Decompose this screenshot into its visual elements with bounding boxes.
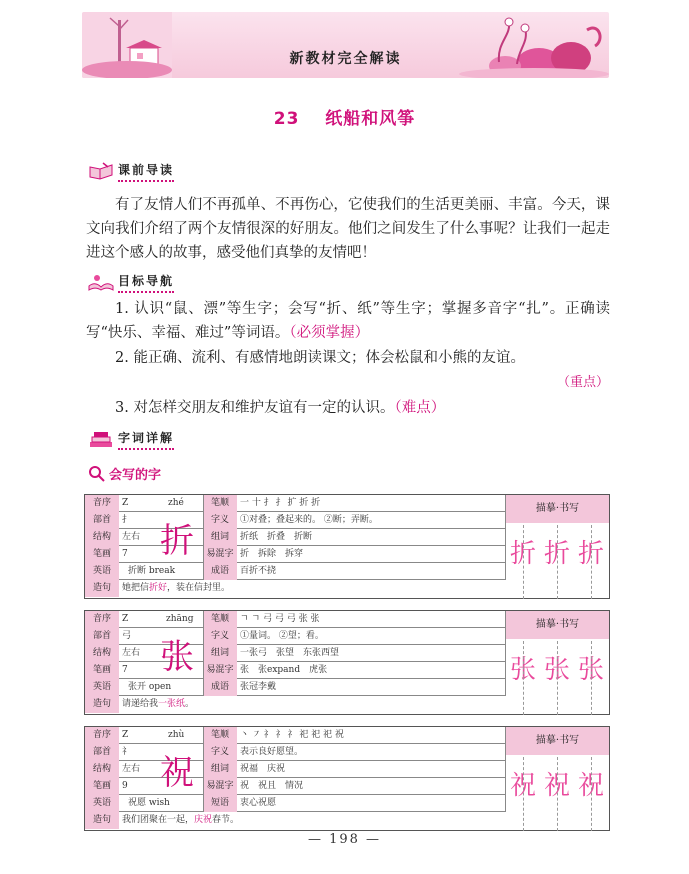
idiom: 张冠李戴 — [240, 682, 277, 692]
label-pinyin-order: 音序 — [85, 727, 119, 744]
trace-character: 折 — [543, 539, 570, 569]
strokes: 7 — [122, 665, 128, 675]
confusable: 张 张expand 虎张 — [240, 665, 328, 675]
meaning: ①量词。 ②望；看。 — [240, 631, 324, 641]
grid-guide — [591, 525, 592, 599]
label-words: 组词 — [203, 761, 237, 778]
large-character: 折 — [160, 521, 194, 561]
label-structure: 结构 — [85, 761, 119, 778]
trace-character: 祝 — [509, 771, 536, 801]
idiom: 百折不挠 — [240, 566, 277, 576]
trace-character: 张 — [543, 655, 570, 685]
label-stroke-order: 笔顺 — [203, 495, 237, 512]
table-row — [85, 512, 505, 529]
trace-character: 祝 — [543, 771, 570, 801]
house-tree-illustration — [82, 12, 172, 78]
page-number: — 198 — — [307, 832, 382, 847]
english: 张开 open — [128, 682, 172, 692]
char-card-zhe — [84, 494, 610, 599]
goal-item-1-tag: （必须掌握） — [289, 325, 370, 341]
label-radical: 部首 — [85, 512, 119, 529]
goal-item-3 — [86, 396, 610, 420]
strokes: 7 — [122, 549, 128, 559]
table-row — [85, 662, 505, 679]
label-sentence: 造句 — [85, 696, 119, 713]
char-card-zhang — [84, 610, 610, 715]
structure: 左右 — [122, 532, 141, 542]
sentence-highlight: 庆祝 — [194, 815, 213, 825]
sentence-post: 。 — [185, 699, 195, 709]
label-meaning: 字义 — [203, 628, 237, 645]
table-row — [85, 778, 505, 795]
sentence-pre: 我们团聚在一起， — [122, 815, 195, 825]
words: 祝福 庆祝 — [240, 764, 286, 774]
sentence-post: ，装在信封里。 — [167, 583, 231, 593]
label-idiom: 成语 — [203, 563, 237, 580]
vocab-section-head — [88, 428, 174, 450]
label-pinyin-order: 音序 — [85, 495, 119, 512]
label-words: 组词 — [203, 645, 237, 662]
confusable: 祝 祝且 情况 — [240, 781, 304, 791]
grid-guide — [591, 641, 592, 715]
stroke-order: 一 十 扌 扌 扩 折 折 — [240, 498, 321, 508]
lesson-title — [0, 104, 689, 129]
structure: 左右 — [122, 648, 141, 658]
grid-guide — [557, 757, 558, 831]
meaning: 表示良好愿望。 — [240, 747, 304, 757]
goals-label: 目标导航 — [118, 272, 174, 293]
trace-character: 张 — [577, 655, 604, 685]
table-row — [85, 611, 505, 628]
trace-character: 祝 — [577, 771, 604, 801]
writable-chars-head — [88, 464, 161, 483]
flower-illustration — [459, 12, 609, 78]
vocab-label: 字词详解 — [118, 429, 174, 450]
sentence-highlight: 折好 — [149, 583, 168, 593]
radical: 礻 — [122, 747, 132, 757]
stroke-order: ㄱ ㄱ 弓 弓 弓 张 张 — [240, 614, 320, 624]
goal-item-2-tag: （重点） — [556, 375, 609, 390]
example-sentence — [119, 812, 499, 829]
table-row — [85, 812, 609, 829]
label-phrase: 短语 — [203, 795, 237, 812]
label-radical: 部首 — [85, 744, 119, 761]
english: 祝愿 wish — [128, 798, 170, 808]
open-book-icon — [88, 272, 114, 292]
pinyin: zhāng — [166, 614, 194, 624]
words: 折纸 折叠 折断 — [240, 532, 313, 542]
goal-item-2-text: 2. 能正确、流利、有感情地朗读课文；体会松鼠和小熊的友谊。 — [115, 350, 525, 366]
trace-character: 折 — [577, 539, 604, 569]
label-strokes: 笔画 — [85, 546, 119, 563]
trace-title: 描摹·书写 — [506, 727, 609, 755]
grid-guide — [523, 525, 524, 599]
divider — [203, 495, 204, 580]
table-row — [85, 546, 505, 563]
pinyin: zhé — [168, 498, 184, 508]
books-stack-icon — [88, 429, 114, 449]
label-structure: 结构 — [85, 645, 119, 662]
stroke-order: 丶 ㇇ 礻 礻 礻 祀 祀 祀 祝 — [240, 730, 344, 740]
large-character: 张 — [160, 637, 194, 677]
sentence-pre: 请递给我 — [122, 699, 159, 709]
goal-item-1-text: 1. 认识“鼠、漂”等生字；会写“折、纸”等生字；掌握多音字“扎”。正确读写“快乐、幸福、难过”等词语。 — [86, 301, 610, 341]
preview-section-head — [88, 160, 174, 182]
large-character: 祝 — [160, 753, 194, 793]
table-row — [85, 628, 505, 645]
structure: 左右 — [122, 764, 141, 774]
table-row — [85, 727, 505, 744]
label-idiom: 成语 — [203, 679, 237, 696]
pinyin-letter: Z — [122, 614, 129, 624]
table-row — [85, 563, 505, 580]
phrase: 衷心祝愿 — [240, 798, 277, 808]
label-structure: 结构 — [85, 529, 119, 546]
sentence-post: 春节。 — [212, 815, 240, 825]
trace-title: 描摹·书写 — [506, 611, 609, 639]
table-row — [85, 795, 505, 812]
example-sentence — [119, 580, 499, 597]
sentence-pre: 她把信 — [122, 583, 150, 593]
table-row — [85, 744, 505, 761]
radical: 扌 — [122, 515, 132, 525]
table-row — [85, 529, 505, 546]
radical: 弓 — [122, 631, 132, 641]
label-words: 组词 — [203, 529, 237, 546]
label-meaning: 字义 — [203, 744, 237, 761]
goal-item-3-tag: （难点） — [394, 400, 446, 416]
label-meaning: 字义 — [203, 512, 237, 529]
confusable: 折 拆除 拆穿 — [240, 549, 304, 559]
table-row — [85, 495, 505, 512]
label-stroke-order: 笔顺 — [203, 611, 237, 628]
label-confusable: 易混字 — [203, 662, 237, 679]
table-row — [85, 679, 505, 696]
english: 折断 break — [128, 566, 176, 576]
meaning: ①对叠；叠起来的。 ②断；弄断。 — [240, 515, 378, 525]
book-icon — [88, 161, 114, 181]
trace-title: 描摹·书写 — [506, 495, 609, 523]
goal-item-1 — [86, 297, 610, 345]
label-strokes: 笔画 — [85, 778, 119, 795]
preview-label: 课前导读 — [118, 161, 174, 182]
lesson-name: 纸船和风筝 — [325, 109, 416, 129]
pinyin: zhù — [168, 730, 185, 740]
label-english: 英语 — [85, 563, 119, 580]
words: 一张弓 张望 东张西望 — [240, 648, 340, 658]
writable-chars-label: 会写的字 — [109, 468, 162, 483]
sentence-highlight: 一张纸 — [158, 699, 186, 709]
table-row — [85, 761, 505, 778]
grid-guide — [557, 525, 558, 599]
trace-character: 张 — [509, 655, 536, 685]
label-sentence: 造句 — [85, 812, 119, 829]
label-english: 英语 — [85, 679, 119, 696]
grid-guide — [523, 641, 524, 715]
table-row — [85, 580, 609, 597]
lesson-number: 23 — [273, 109, 300, 129]
grid-guide — [591, 757, 592, 831]
label-stroke-order: 笔顺 — [203, 727, 237, 744]
grid-guide — [523, 757, 524, 831]
goal-item-3-text: 3. 对怎样交朋友和维护友谊有一定的认识。 — [115, 400, 395, 416]
grid-guide — [557, 641, 558, 715]
divider — [203, 611, 204, 696]
label-strokes: 笔画 — [85, 662, 119, 679]
trace-character: 折 — [509, 539, 536, 569]
char-card-zhu — [84, 726, 610, 831]
book-title: 新教材完全解读 — [289, 51, 402, 67]
label-sentence: 造句 — [85, 580, 119, 597]
pinyin-letter: Z — [122, 730, 129, 740]
label-pinyin-order: 音序 — [85, 611, 119, 628]
divider — [203, 727, 204, 812]
preview-text: 有了友情人们不再孤单、不再伤心，它使我们的生活更美丽、丰富。今天，课文向我们介绍了两个友情很深的好朋友。他们之间发生了什么事呢？让我们一起走进这个感人的故事，感受他们真挚的友情吧！ — [86, 197, 610, 261]
header-banner — [82, 12, 609, 78]
goals-section-head — [88, 271, 174, 293]
example-sentence — [119, 696, 499, 713]
table-row — [85, 696, 609, 713]
magnifier-icon — [88, 465, 106, 483]
label-english: 英语 — [85, 795, 119, 812]
label-confusable: 易混字 — [203, 778, 237, 795]
label-radical: 部首 — [85, 628, 119, 645]
pinyin-letter: Z — [122, 498, 129, 508]
strokes: 9 — [122, 781, 128, 791]
table-row — [85, 645, 505, 662]
label-confusable: 易混字 — [203, 546, 237, 563]
